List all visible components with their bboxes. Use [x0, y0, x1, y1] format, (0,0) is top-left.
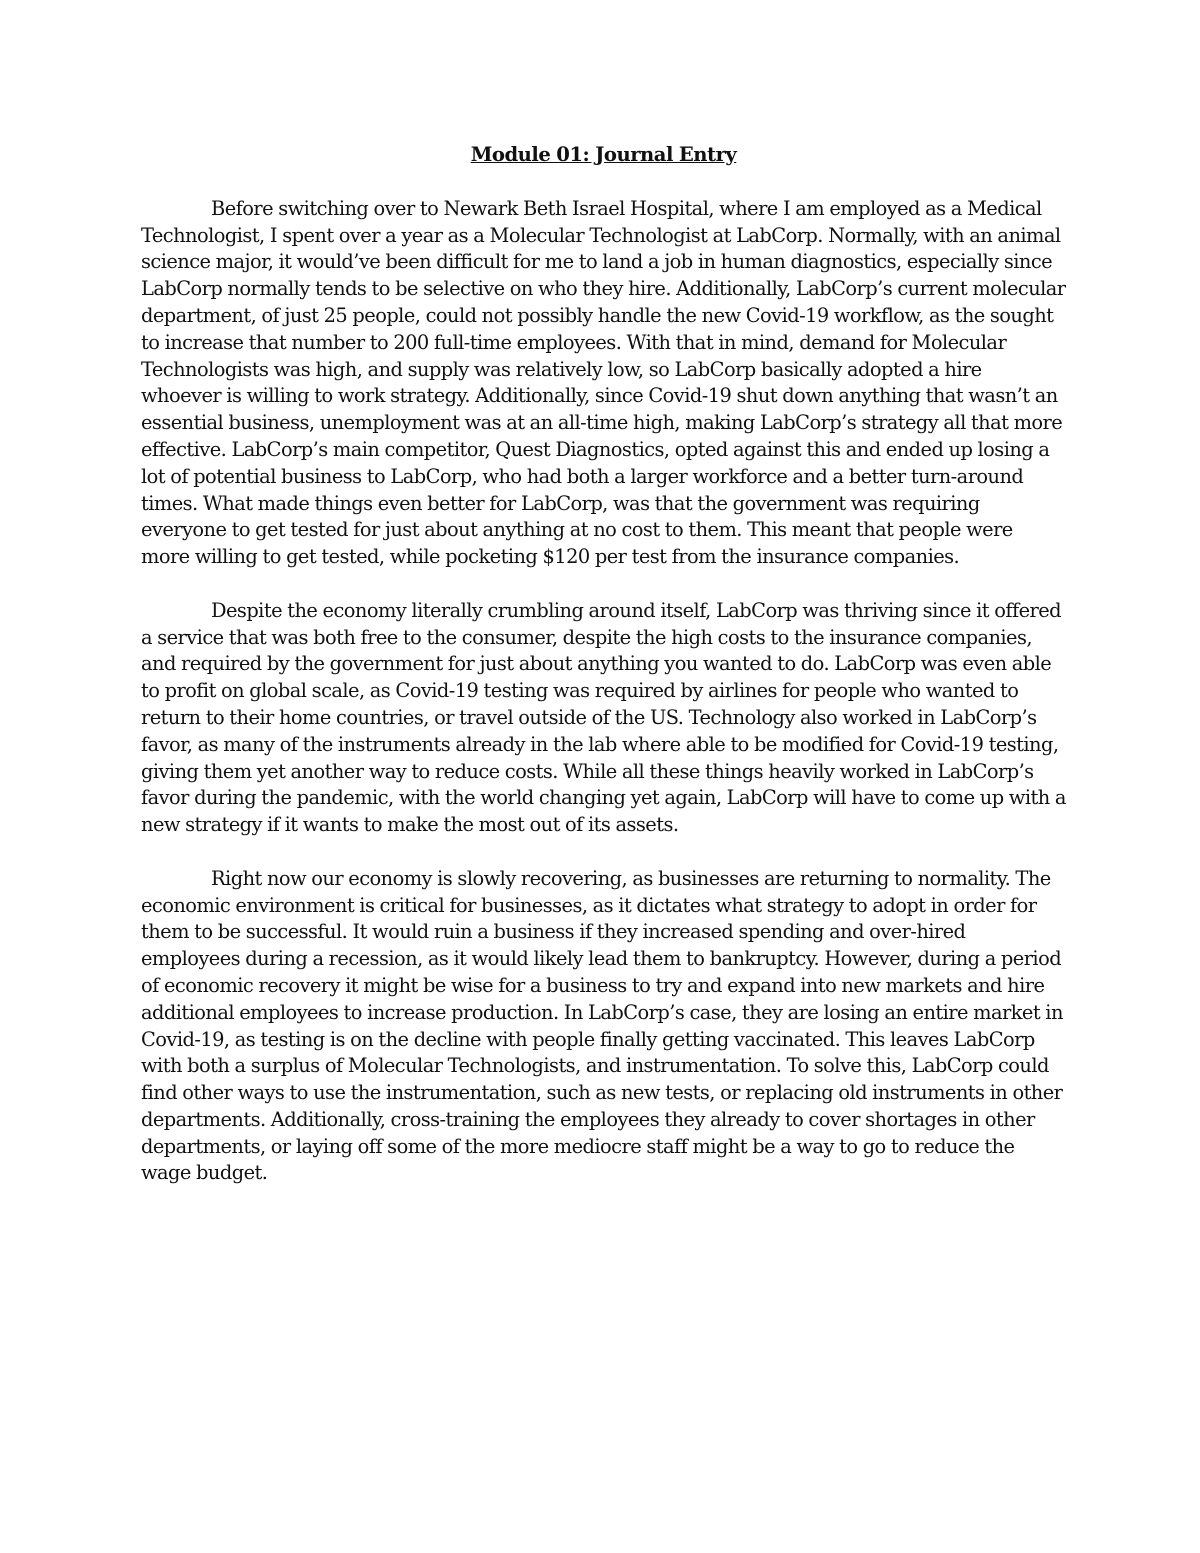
- document-title: Module 01: Journal Entry: [470, 143, 737, 166]
- document-body: [141, 142, 1066, 1214]
- paragraph-3: Right now our economy is slowly recovering, as businesses are returning to normality. The economic environment is critical for businesses, as it dictates what strategy to adopt in order for them to be successful. It would ruin a business if they increased spending and over-hired employees during a recession, as it would likely lead them to bankruptcy. However, during a period of economic recovery it might be wise for a business to try and expand into new markets and hire additional employees to increase production. In LabCorp’s case, they are losing an entire market in Covid-19, as testing is on the decline with people finally getting vaccinated. This leaves LabCorp with both a surplus of Molecular Technologists, and instrumentation. To solve this, LabCorp could find other ways to use the instrumentation, such as new tests, or replacing old instruments in other departments. Additionally, cross-training the employees they already to cover shortages in other departments, or laying off some of the more mediocre staff might be a way to go to reduce the wage budget.: [141, 866, 1063, 1185]
- paragraph-2: Despite the economy literally crumbling around itself, LabCorp was thriving since it offered a service that was both free to the consumer, despite the high costs to the insurance companies, and required by the government for just about anything you wanted to do. LabCorp was even able to profit on global scale, as Covid-19 testing was required by airlines for people who wanted to return to their home countries, or travel outside of the US. Technology also worked in LabCorp’s favor, as many of the instruments already in the lab where able to be modified for Covid-19 testing, giving them yet another way to reduce costs. While all these things heavily worked in LabCorp’s favor during the pandemic, with the world changing yet again, LabCorp will have to come up with a new strategy if it wants to make the most out of its assets.: [141, 598, 1066, 837]
- paragraph-1: Before switching over to Newark Beth Israel Hospital, where I am employed as a Medical Technologist, I spent over a year as a Molecular Technologist at LabCorp. Normally, with an animal science major, it would’ve been difficult for me to land a job in human diagnostics, especially since LabCorp normally tends to be selective on who they hire. Additionally, LabCorp’s current molecular department, of just 25 people, could not possibly handle the new Covid-19 workflow, as the sought to increase that number to 200 full-time employees. With that in mind, demand for Molecular Technologists was high, and supply was relatively low, so LabCorp basically adopted a hire whoever is willing to work strategy. Additionally, since Covid-19 shut down anything that wasn’t an essential business, unemployment was at an all-time high, making LabCorp’s strategy all that more effective. LabCorp’s main competitor, Quest Diagnostics, opted against this and ended up losing a lot of potential business to LabCorp, who had both a larger workforce and a better turn-around times. What made things even better for LabCorp, was that the government was requiring everyone to get tested for just about anything at no cost to them. This meant that people were more willing to get tested, while pocketing $120 per test from the insurance companies.: [141, 196, 1066, 569]
